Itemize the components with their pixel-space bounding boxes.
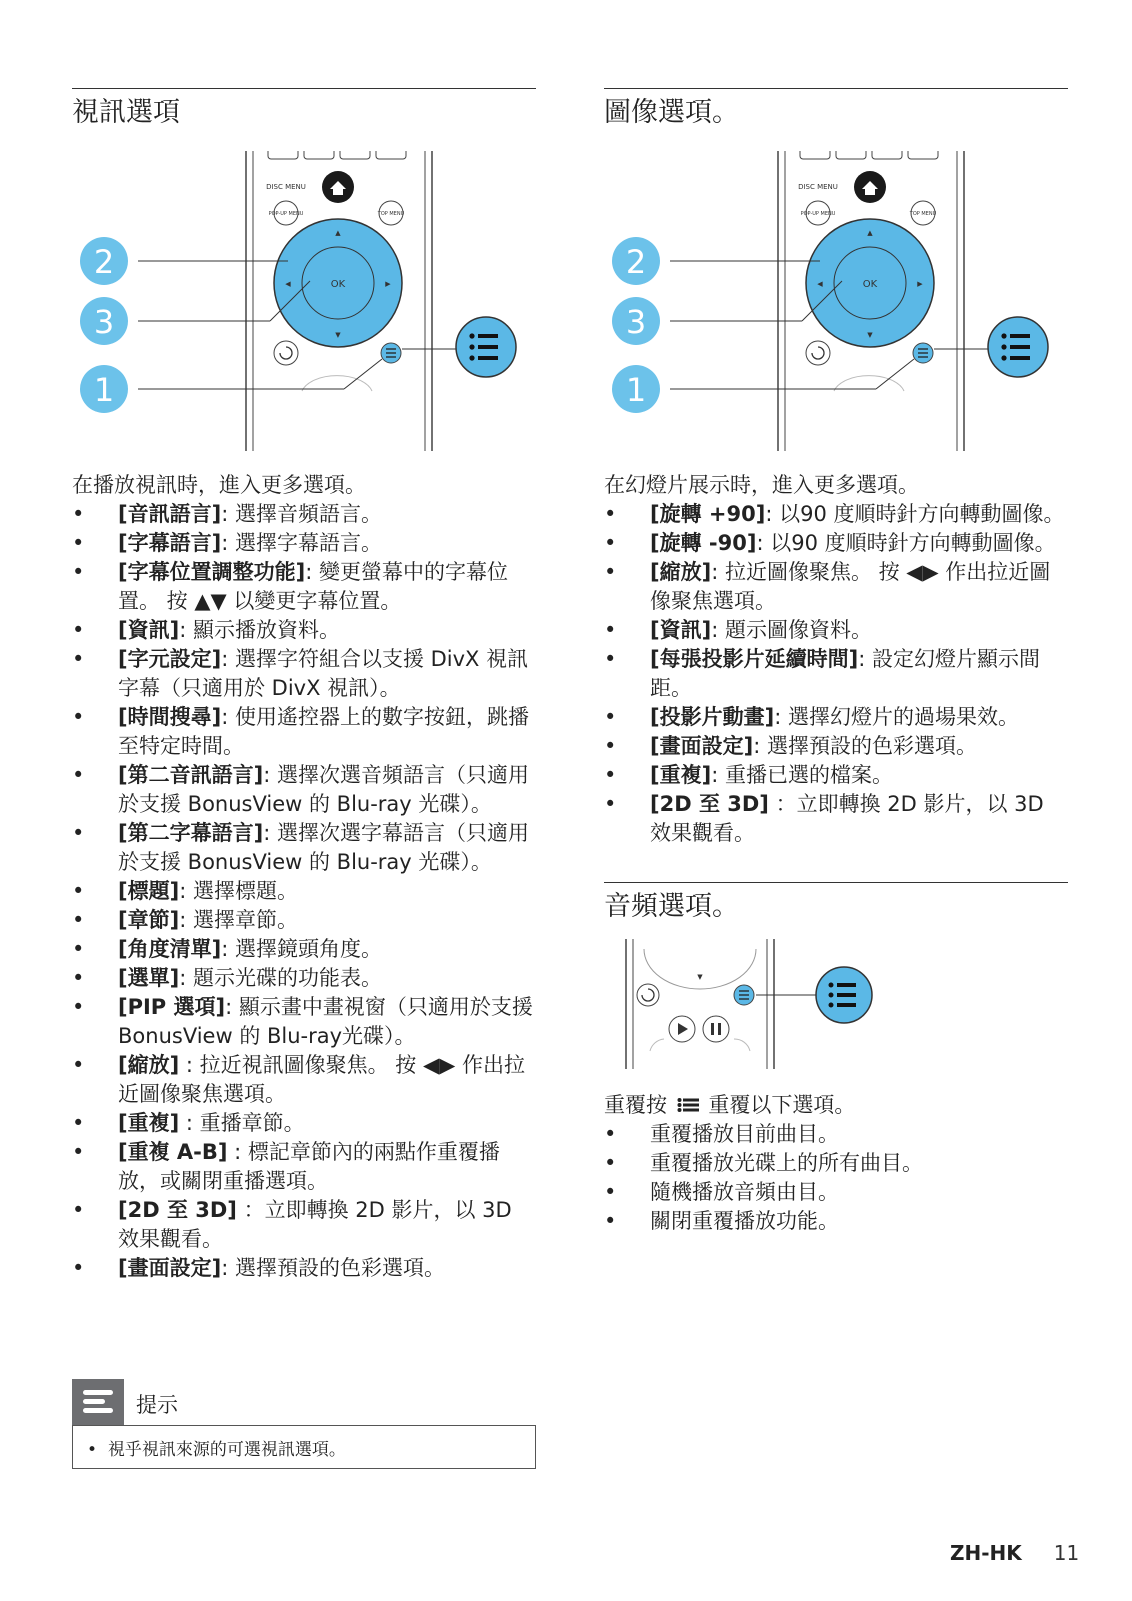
svg-text:▶: ▶ — [385, 280, 391, 288]
options-icon — [829, 983, 857, 1008]
callout-3-label: 3 — [625, 303, 647, 341]
top-menu-label: TOP MENU — [909, 211, 937, 217]
language-code: ZH-HK — [950, 1541, 1022, 1565]
list-item: • [投影片動畫]: 選擇幻燈片的過場果效。 — [604, 703, 1068, 732]
audio-options-section — [604, 882, 1068, 1236]
popup-menu-label: POP-UP MENU — [800, 211, 836, 217]
video-options-section — [72, 88, 536, 1283]
note-icon — [72, 1379, 124, 1425]
audio-options-intro: 重覆按 重覆以下選項。 — [604, 1093, 856, 1117]
audio-options-title: 音頻選項。 — [604, 891, 739, 922]
svg-text:◀: ◀ — [817, 280, 823, 288]
list-item: • [重複] : 重播章節。 — [72, 1109, 536, 1138]
video-options-intro: 在播放視訊時，進入更多選項。 — [72, 473, 366, 497]
list-item: • [第二音訊語言]: 選擇次選音頻語言（只適用於支援 BonusView 的 Blu-ray 光碟）。 — [72, 761, 536, 819]
options-icon — [469, 333, 498, 360]
list-item: • [重複 A-B] : 標記章節內的兩點作重覆播放，或關閉重播選項。 — [72, 1138, 536, 1196]
ok-label: OK — [330, 279, 346, 290]
list-item: • [旋轉 +90]: 以90 度順時針方向轉動圖像。 — [604, 500, 1068, 529]
svg-text:▶: ▶ — [917, 280, 923, 288]
tip-title: 提示 — [136, 1393, 178, 1417]
audio-remote-diagram — [604, 939, 1068, 1069]
list-item: • [字幕位置調整功能]: 變更螢幕中的字幕位置。 按 ▲▼ 以變更字幕位置。 — [72, 558, 536, 616]
back-button — [806, 341, 830, 365]
list-item: • [2D 至 3D] ：立即轉換 2D 影片，以 3D 效果觀看。 — [604, 790, 1068, 848]
tip-header — [72, 1379, 536, 1425]
picture-options-section — [604, 88, 1068, 1236]
svg-text:▼: ▼ — [335, 331, 341, 339]
audio-remote-illustration — [604, 939, 1068, 1069]
list-item: • [資訊]: 顯示播放資料。 — [72, 616, 536, 645]
callout-1-label: 1 — [625, 371, 647, 409]
back-button — [637, 984, 659, 1006]
pause-icon — [711, 1023, 721, 1035]
picture-options-list — [604, 500, 1068, 848]
list-item: • [角度清單]: 選擇鏡頭角度。 — [72, 935, 536, 964]
ok-label: OK — [862, 279, 878, 290]
disc-menu-label: DISC MENU — [266, 183, 306, 191]
back-button — [274, 341, 298, 365]
list-item: • [字幕語言]: 選擇字幕語言。 — [72, 529, 536, 558]
list-item: • [畫面設定]: 選擇預設的色彩選項。 — [604, 732, 1068, 761]
svg-text:▲: ▲ — [335, 229, 341, 237]
video-options-title: 視訊選項 — [72, 97, 180, 128]
picture-options-intro: 在幻燈片展示時，進入更多選項。 — [604, 473, 919, 497]
tip-item: • 視乎視訊來源的可選視訊選項。 — [87, 1440, 346, 1460]
list-item: • 重覆播放光碟上的所有曲目。 — [604, 1149, 1068, 1178]
top-menu-label: TOP MENU — [377, 211, 405, 217]
svg-text:▲: ▲ — [867, 229, 873, 237]
options-icon — [1001, 333, 1030, 360]
list-item: • [音訊語言]: 選擇音頻語言。 — [72, 500, 536, 529]
list-item: • [第二字幕語言]: 選擇次選字幕語言（只適用於支援 BonusView 的 Blu-ray 光碟）。 — [72, 819, 536, 877]
audio-options-list — [604, 1120, 1068, 1236]
list-item: • [標題]: 選擇標題。 — [72, 877, 536, 906]
list-item: • [章節]: 選擇章節。 — [72, 906, 536, 935]
list-item: • [2D 至 3D] ：立即轉換 2D 影片，以 3D 效果觀看。 — [72, 1196, 536, 1254]
play-icon — [678, 1023, 688, 1035]
remote-diagram — [72, 151, 536, 451]
svg-text:▼: ▼ — [867, 331, 873, 339]
list-item: • [旋轉 -90]: 以90 度順時針方向轉動圖像。 — [604, 529, 1068, 558]
page-number: 11 — [1053, 1541, 1080, 1565]
picture-options-title: 圖像選項。 — [604, 97, 739, 128]
video-options-list — [72, 500, 536, 1283]
list-item: • [資訊]: 題示圖像資料。 — [604, 616, 1068, 645]
list-item: • [時間搜尋]: 使用遙控器上的數字按鈕，跳播至特定時間。 — [72, 703, 536, 761]
list-item: • 隨機播放音頻由目。 — [604, 1178, 1068, 1207]
disc-menu-label: DISC MENU — [798, 183, 838, 191]
options-icon — [677, 1097, 699, 1113]
list-item: • [每張投影片延續時間]: 設定幻燈片顯示間距。 — [604, 645, 1068, 703]
callout-3-label: 3 — [93, 303, 115, 341]
page-footer — [950, 1541, 1079, 1565]
list-item: • [PIP 選項]: 顯示畫中畫視窗（只適用於支援 BonusView 的 Blu-ray光碟）。 — [72, 993, 536, 1051]
remote-illustration — [72, 151, 536, 451]
list-item: • [選單]: 題示光碟的功能表。 — [72, 964, 536, 993]
tip-body — [72, 1425, 536, 1469]
pause-button — [703, 1016, 729, 1042]
list-item: • [畫面設定]: 選擇預設的色彩選項。 — [72, 1254, 536, 1283]
section-rule — [72, 88, 536, 89]
callout-1-label: 1 — [93, 371, 115, 409]
svg-text:▼: ▼ — [697, 973, 703, 981]
popup-menu-label: POP-UP MENU — [268, 211, 304, 217]
list-item: • 關閉重覆播放功能。 — [604, 1207, 1068, 1236]
callout-2-label: 2 — [625, 243, 647, 281]
list-item: • [字元設定]: 選擇字符組合以支援 DivX 視訊字幕（只適用於 DivX 視訊）。 — [72, 645, 536, 703]
section-rule — [604, 88, 1068, 89]
list-item: • [重複]: 重播已選的檔案。 — [604, 761, 1068, 790]
callout-2-label: 2 — [93, 243, 115, 281]
list-item: • 重覆播放目前曲目。 — [604, 1120, 1068, 1149]
remote-illustration — [604, 151, 1068, 451]
list-item: • [縮放] : 拉近視訊圖像聚焦。 按 ◀▶ 作出拉近圖像聚焦選項。 — [72, 1051, 536, 1109]
svg-text:◀: ◀ — [285, 280, 291, 288]
tip-box — [72, 1379, 536, 1469]
list-item: • [縮放]: 拉近圖像聚焦。 按 ◀▶ 作出拉近圖像聚焦選項。 — [604, 558, 1068, 616]
remote-diagram — [604, 151, 1068, 451]
section-rule — [604, 882, 1068, 883]
